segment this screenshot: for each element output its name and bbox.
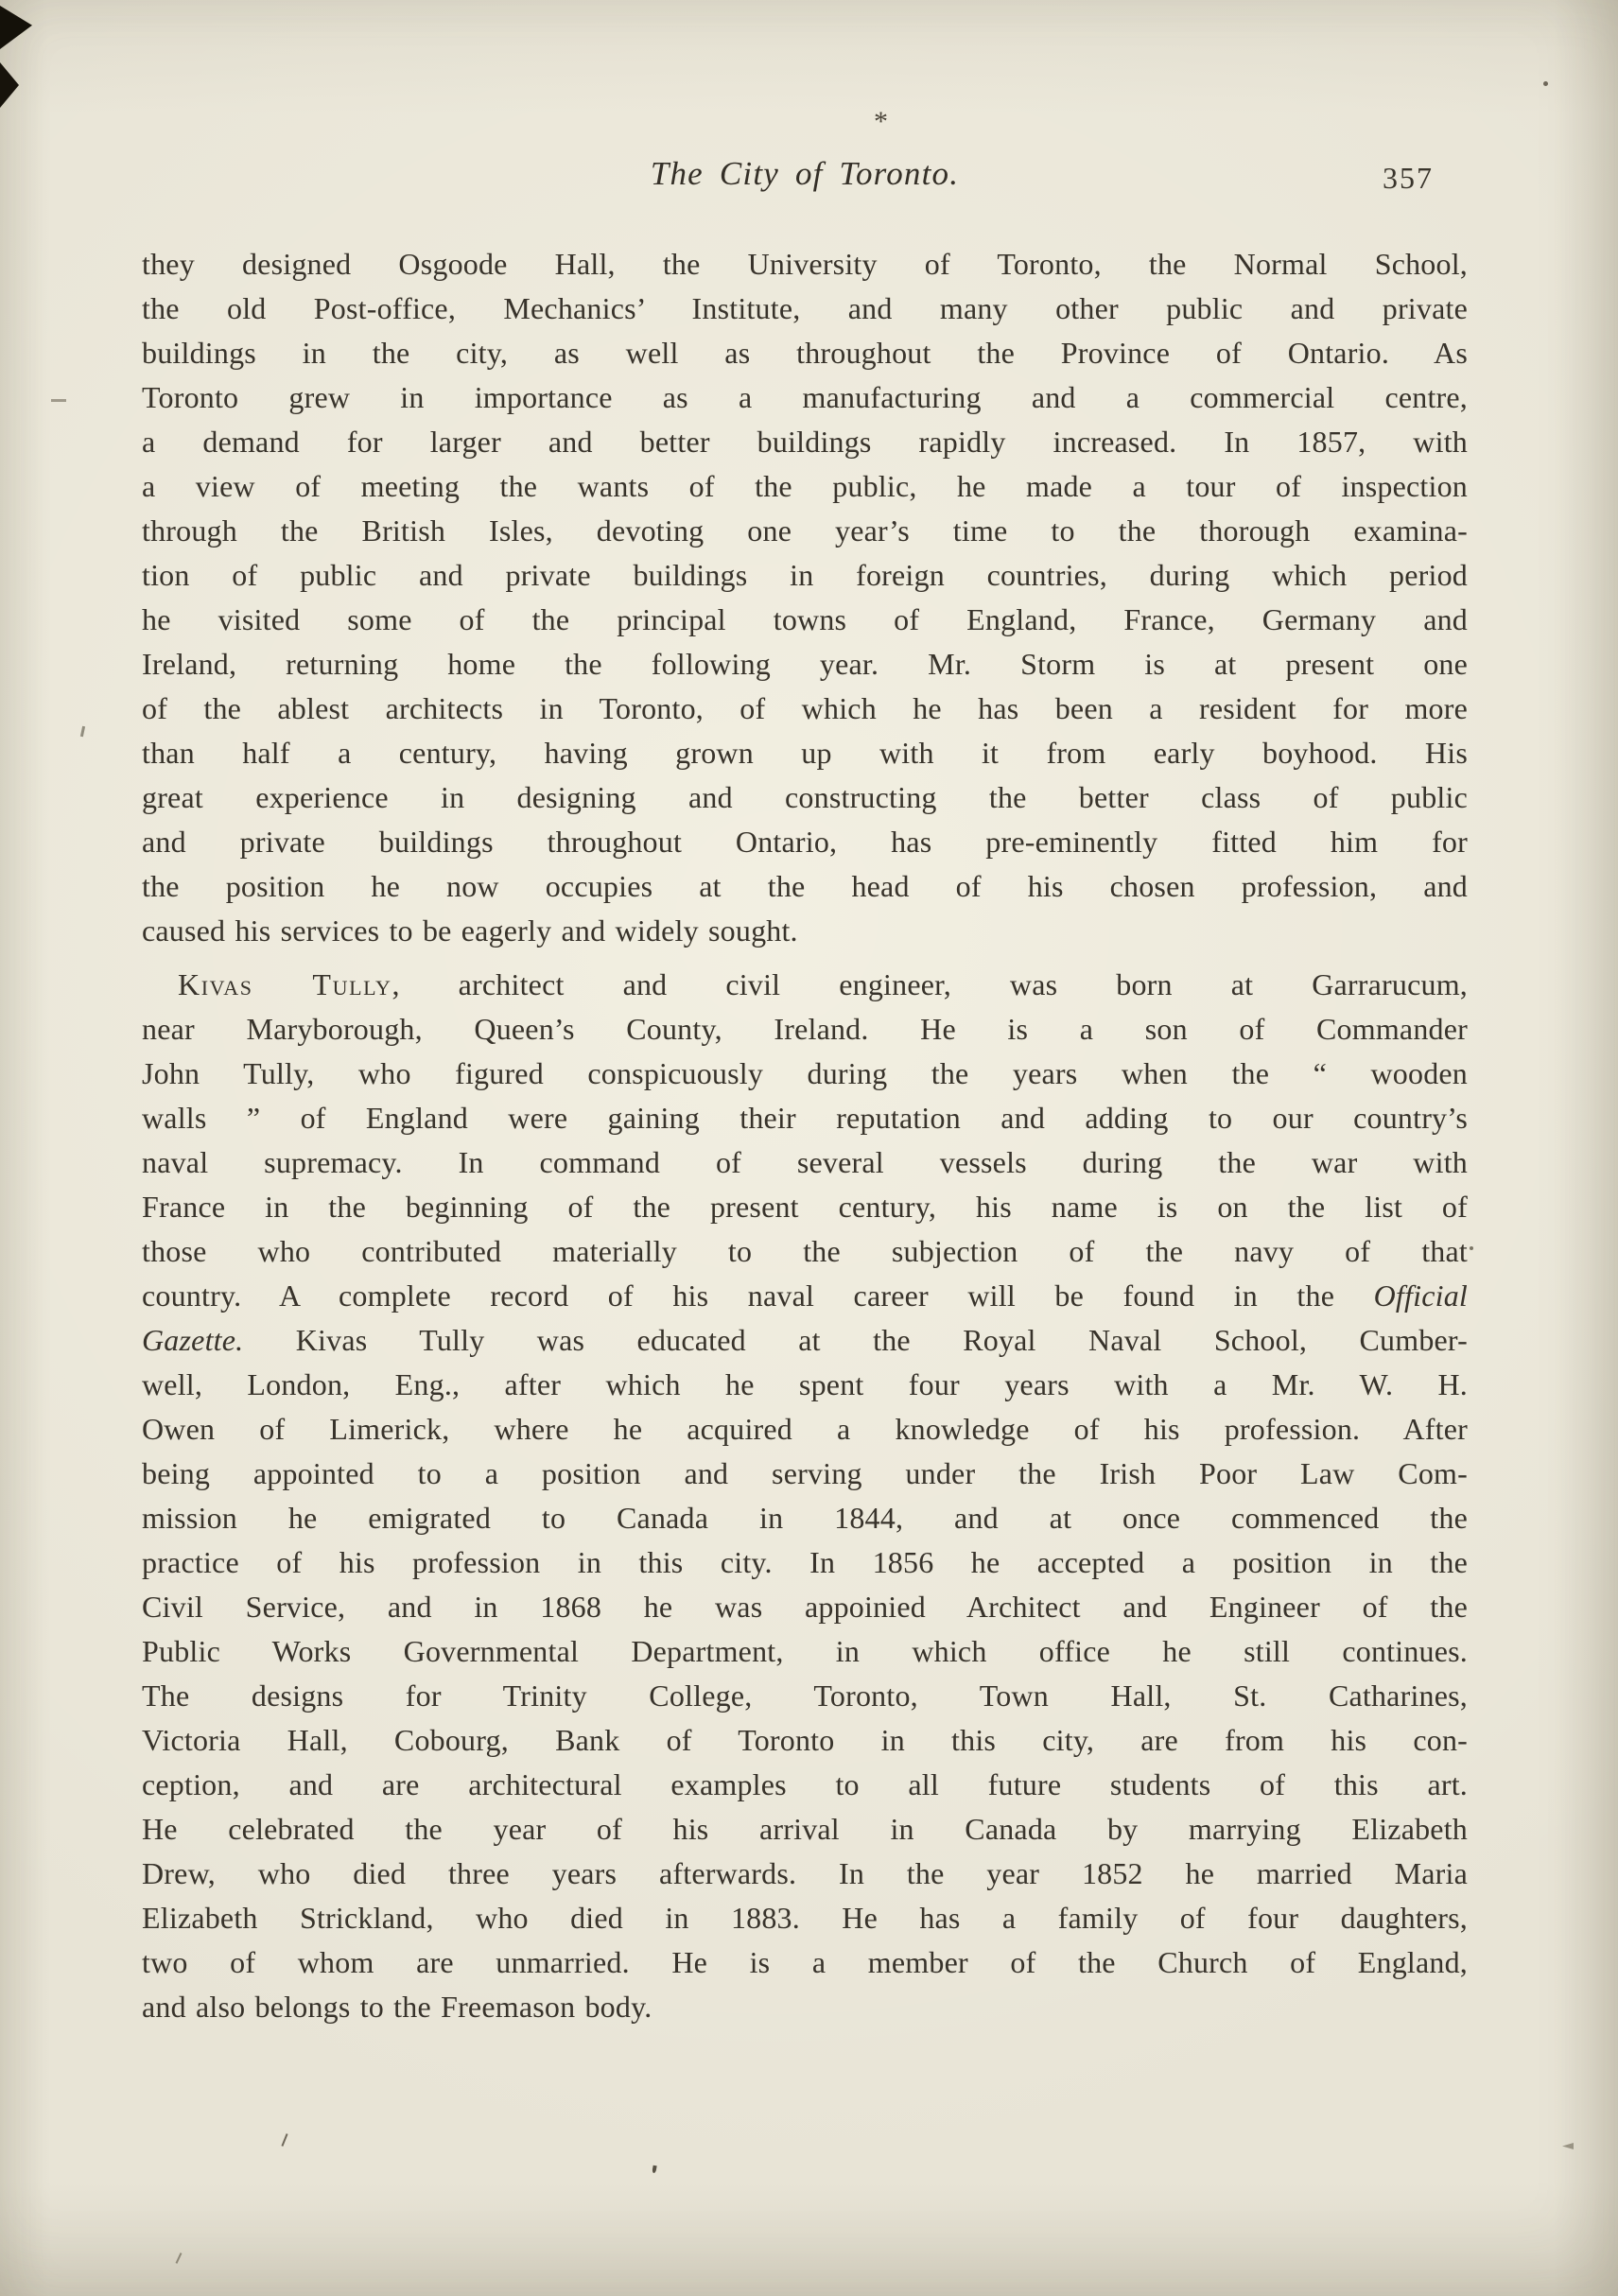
text-line xyxy=(142,420,1468,464)
page-body xyxy=(142,242,1468,2029)
text-segment: Official xyxy=(1373,1278,1468,1313)
text-line xyxy=(142,1807,1468,1852)
text-segment: Civil Service, and in 1868 he was appoinied Architect and Engineer of the xyxy=(142,1590,1468,1624)
text-line xyxy=(142,1763,1468,1807)
text-line xyxy=(142,1585,1468,1629)
text-line xyxy=(142,1452,1468,1496)
text-line xyxy=(142,864,1468,909)
dust-speck xyxy=(51,399,66,402)
text-segment: naval supremacy. In command of several vessels during the war with xyxy=(142,1145,1468,1179)
text-segment: Kivas Tully xyxy=(178,967,392,1001)
text-segment: Gazette. xyxy=(142,1323,244,1357)
text-segment: a demand for larger and better buildings rapidly increased. In 1857, with xyxy=(142,425,1468,459)
text-line xyxy=(142,1674,1468,1718)
text-line xyxy=(142,1940,1468,1985)
text-segment: The designs for Trinity College, Toronto, Town Hall, St. Catharines, xyxy=(142,1679,1468,1713)
text-segment: two of whom are unmarried. He is a member of the Church of England, xyxy=(142,1945,1468,1979)
text-segment: tion of public and private buildings in foreign countries, during which period xyxy=(142,558,1468,592)
text-line xyxy=(142,509,1468,553)
dust-speck xyxy=(652,2166,656,2174)
text-segment: well, London, Eng., after which he spent four years with a Mr. W. H. xyxy=(142,1367,1468,1401)
text-line xyxy=(142,1363,1468,1407)
text-segment: , architect and civil engineer, was born at Garrarucum, xyxy=(391,967,1468,1001)
text-segment: through the British Isles, devoting one year’s time to the thorough examina- xyxy=(142,513,1468,548)
text-line xyxy=(142,1407,1468,1452)
text-segment: Toronto grew in importance as a manufacturing and a commercial centre, xyxy=(142,380,1468,414)
dust-speck xyxy=(281,2133,287,2147)
dust-speck xyxy=(1543,81,1548,86)
text-segment: Owen of Limerick, where he acquired a knowledge of his profession. After xyxy=(142,1412,1468,1446)
text-segment: Ireland, returning home the following year. Mr. Storm is at present one xyxy=(142,647,1468,681)
text-segment: than half a century, having grown up with it from early boyhood. His xyxy=(142,736,1468,770)
text-line xyxy=(142,731,1468,775)
text-line xyxy=(142,1096,1468,1140)
text-segment: Elizabeth Strickland, who died in 1883. He has a family of four daughters, xyxy=(142,1901,1468,1935)
paragraph-1 xyxy=(142,242,1468,953)
text-segment: France in the beginning of the present century, his name is on the list of xyxy=(142,1190,1468,1224)
dust-speck xyxy=(1562,2143,1574,2149)
text-line xyxy=(142,1896,1468,1940)
text-segment: and private buildings throughout Ontario, has pre-eminently fitted him for xyxy=(142,825,1468,859)
text-segment: being appointed to a position and serving under the Irish Poor Law Com- xyxy=(142,1456,1468,1490)
text-line xyxy=(142,775,1468,820)
text-segment: practice of his profession in this city. In 1856 he accepted a position in the xyxy=(142,1545,1468,1579)
page-number: 357 xyxy=(1383,161,1434,195)
dust-speck xyxy=(80,726,85,737)
text-line xyxy=(142,1185,1468,1229)
page-header xyxy=(142,142,1468,208)
text-line xyxy=(142,598,1468,642)
dust-speck xyxy=(176,2253,183,2264)
text-segment: those who contributed materially to the subjection of the navy of that xyxy=(142,1234,1468,1268)
text-line xyxy=(142,1318,1468,1363)
text-line xyxy=(142,1229,1468,1274)
text-line xyxy=(142,1274,1468,1318)
text-segment: Kivas Tully was educated at the Royal Naval School, Cumber- xyxy=(243,1323,1468,1357)
page-title: The City of Toronto. xyxy=(650,155,960,192)
text-line xyxy=(142,287,1468,331)
page-content xyxy=(142,142,1468,2029)
text-line xyxy=(142,1852,1468,1896)
text-line xyxy=(142,642,1468,687)
text-segment: caused his services to be eagerly and widely sought. xyxy=(142,913,798,948)
paragraph-2 xyxy=(142,963,1468,2029)
text-line xyxy=(142,375,1468,420)
text-segment: Public Works Governmental Department, in which office he still continues. xyxy=(142,1634,1468,1668)
text-line xyxy=(142,820,1468,864)
text-line xyxy=(142,1985,1468,2029)
text-segment: buildings in the city, as well as throughout the Province of Ontario. As xyxy=(142,336,1468,370)
text-segment: country. A complete record of his naval career will be found in the xyxy=(142,1278,1374,1313)
text-line xyxy=(142,1007,1468,1052)
text-segment: a view of meeting the wants of the public, he made a tour of inspection xyxy=(142,469,1468,503)
text-line xyxy=(142,687,1468,731)
text-segment: he visited some of the principal towns of England, France, Germany and xyxy=(142,602,1468,636)
text-segment: they designed Osgoode Hall, the University of Toronto, the Normal School, xyxy=(142,247,1468,281)
text-line xyxy=(142,242,1468,287)
text-segment: He celebrated the year of his arrival in Canada by marrying Elizabeth xyxy=(142,1812,1468,1846)
text-line xyxy=(142,1496,1468,1540)
text-line xyxy=(142,464,1468,509)
dust-speck xyxy=(1470,1246,1473,1250)
text-segment: great experience in designing and constructing the better class of public xyxy=(142,780,1468,814)
text-line xyxy=(142,1052,1468,1096)
text-segment: walls ” of England were gaining their reputation and adding to our country’s xyxy=(142,1101,1468,1135)
scan-artifact xyxy=(0,62,19,108)
text-line xyxy=(142,1140,1468,1185)
text-line xyxy=(142,1540,1468,1585)
text-line xyxy=(142,1718,1468,1763)
text-line xyxy=(142,909,1468,953)
text-segment: John Tully, who figured conspicuously during the years when the “ wooden xyxy=(142,1056,1468,1090)
text-segment: Victoria Hall, Cobourg, Bank of Toronto in this city, are from his con- xyxy=(142,1723,1468,1757)
text-segment: of the ablest architects in Toronto, of which he has been a resident for more xyxy=(142,691,1468,725)
text-segment: the position he now occupies at the head of his chosen profession, and xyxy=(142,869,1468,903)
text-segment: the old Post-office, Mechanics’ Institute, and many other public and private xyxy=(142,291,1468,325)
text-line xyxy=(142,553,1468,598)
text-line xyxy=(142,963,1468,1007)
text-segment: ception, and are architectural examples to all future students of this art. xyxy=(142,1767,1468,1801)
text-segment: Drew, who died three years afterwards. In the year 1852 he married Maria xyxy=(142,1856,1468,1890)
text-line xyxy=(142,1629,1468,1674)
text-line xyxy=(142,331,1468,375)
text-segment: mission he emigrated to Canada in 1844, and at once commenced the xyxy=(142,1501,1468,1535)
text-segment: near Maryborough, Queen’s County, Ireland. He is a son of Commander xyxy=(142,1012,1468,1046)
text-segment: and also belongs to the Freemason body. xyxy=(142,1990,652,2024)
printer-ornament-icon: * xyxy=(874,106,888,137)
scan-artifact xyxy=(0,6,32,49)
